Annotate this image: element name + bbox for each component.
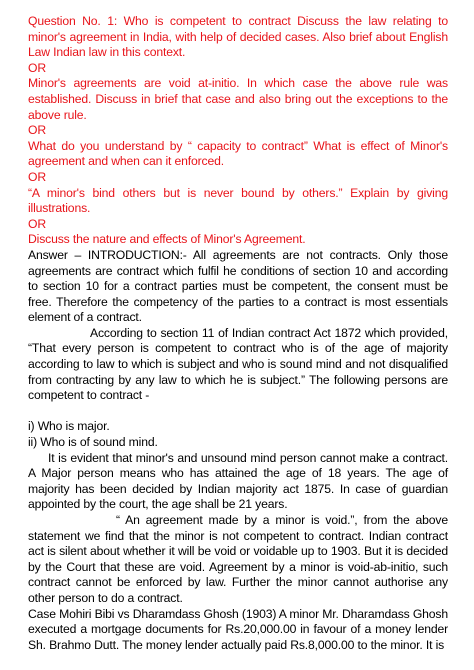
- document-page: [28, 14, 448, 653]
- answer-section-11: According to section 11 of Indian contract Act 1872 which provided, “That every person is competent to contract who is of the age of majority according to law to which is subject and who is sound mind and not disqualified from contracting by any law to which he is subject.” The following persons are competent to contract -: [28, 325, 448, 403]
- list-item-sound-mind: ii) Who is of sound mind.: [28, 435, 158, 450]
- answer-void-agreement: “ An agreement made by a minor is void.”, from the above statement we find that the minor is not competent to contract. Indian contract act is silent about whether it will be void or voidable up to 1903. But it is decided by the Court that these are void. Agreement by a minor is void-ab-initio, such contract cannot be enforced by law. Further the minor cannot authorise any other person to do a contract.: [28, 513, 448, 605]
- answer-introduction: Answer – INTRODUCTION:- All agreements are not contracts. Only those agreements are contract which fulfil he conditions of section 10 and according to section 10 for a contract parties must be competent, the consent must be free. Therefore the competency of the parties to a contract is most essentials element of a contract.: [28, 247, 448, 325]
- or-separator-1: OR: [28, 60, 46, 75]
- or-separator-2: OR: [28, 123, 46, 138]
- paragraph-gap: [28, 404, 448, 420]
- list-item-major: i) Who is major.: [28, 419, 110, 434]
- question-1: Question No. 1: Who is competent to contract Discuss the law relating to minor's agreement in India, with help of decided cases. Also brief about English Law Indian law in this context.: [28, 14, 448, 60]
- answer-case-mohiri-bibi: Case Mohiri Bibi vs Dharamdass Ghosh (1903) A minor Mr. Dharamdass Ghosh executed a mortgage documents for Rs.20,000.00 in favour of a money lender Sh. Brahmo Dutt. The money lender actually paid Rs.8,000.00 to the minor. It is: [28, 606, 448, 652]
- or-separator-3: OR: [28, 169, 46, 184]
- question-3: What do you understand by “ capacity to contract” What is effect of Minor's agreement and when can it enforced.: [28, 138, 448, 169]
- question-5: Discuss the nature and effects of Minor's Agreement.: [28, 232, 306, 247]
- question-4: “A minor's bind others but is never bound by others.” Explain by giving illustrations.: [28, 185, 448, 216]
- question-2: Minor's agreements are void at-initio. In which case the above rule was established. Discuss in brief that case and also bring out the exceptions to the above rule.: [28, 76, 448, 122]
- answer-evident: It is evident that minor's and unsound mind person cannot make a contract. A Major person means who has attained the age of 18 years. The age of majority has been decided by Indian majority act 1875. In case of guardian appointed by the court, the age shall be 21 years.: [28, 450, 448, 512]
- or-separator-4: OR: [28, 216, 46, 231]
